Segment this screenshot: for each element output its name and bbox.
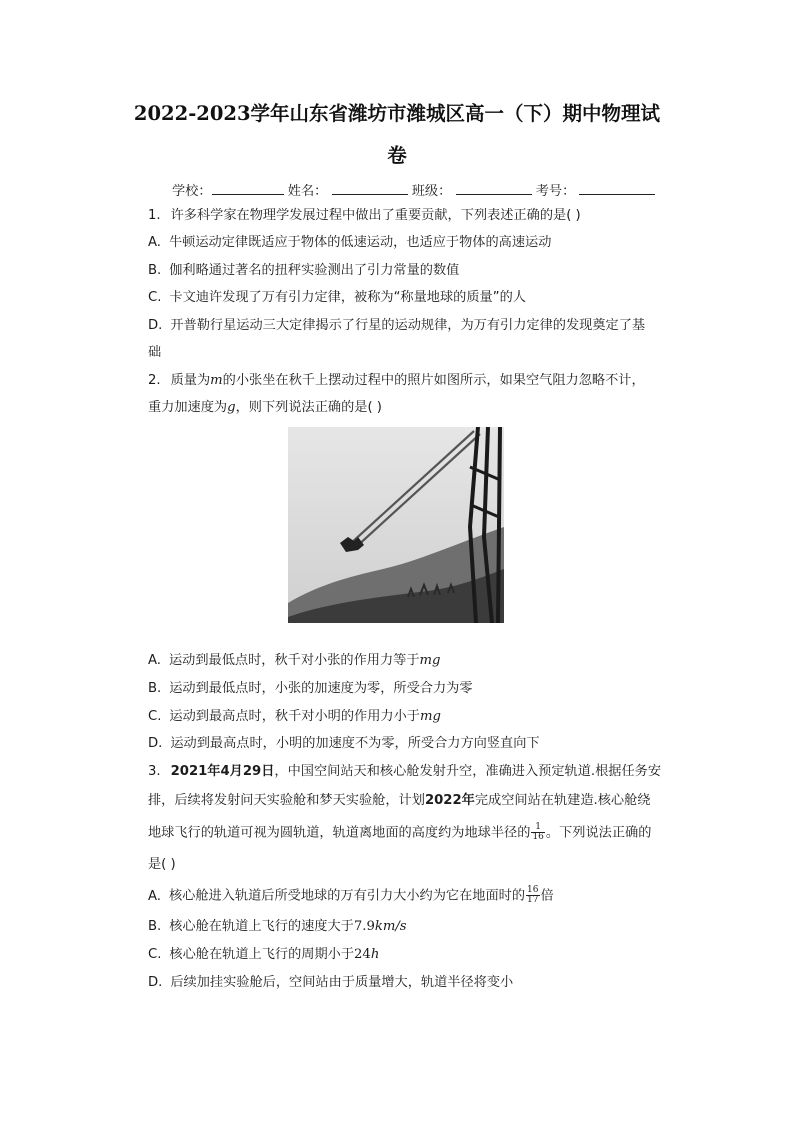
q3-option-d: D. 后续加挂实验舱后，空间站由于质量增大，轨道半径将变小 <box>148 975 514 990</box>
q2-stem: 2. 质量为m的小张坐在秋千上摆动过程中的照片如图所示，如果空气阻力忽略不计， <box>148 373 645 388</box>
fraction-16-17: $\frac{16}{17}$ <box>527 885 539 905</box>
q2-option-a: A. 运动到最低点时，秋千对小张的作用力等于mg <box>148 653 441 668</box>
fraction-1-16: $\frac{1}{16}$ <box>532 822 544 842</box>
q3-stem-line1: 3. 2021年4月29日，中国空间站天和核心舱发射升空，准确进入预定轨道.根据任务安 <box>148 764 662 779</box>
q2-number: 2. <box>148 373 161 388</box>
q2-option-c: C. 运动到最高点时，秋千对小明的作用力小于mg <box>148 709 441 724</box>
exam-number-label: 考号： <box>535 184 576 199</box>
q3-option-a: A. 核心舱进入轨道后所受地球的万有引力大小约为它在地面时的 $\frac{16}{17}$ 倍 <box>148 885 554 905</box>
q3-option-c: C. 核心舱在轨道上飞行的周期小于24h <box>148 947 380 962</box>
school-blank <box>212 182 284 195</box>
name-blank <box>332 182 408 195</box>
q1-option-d: D. 开普勒行星运动三大定律揭示了行星的运动规律，为万有引力定律的发现奠定了基 <box>148 318 646 333</box>
q1-number: 1. <box>148 208 161 223</box>
q3-option-b: B. 核心舱在轨道上飞行的速度大于7.9km/s <box>148 919 407 934</box>
q1-option-d-continued: 础 <box>148 345 162 360</box>
class-label: 班级： <box>411 184 452 199</box>
q2-option-d: D. 运动到最高点时，小明的加速度不为零，所受合力方向竖直向下 <box>148 736 540 751</box>
q2-stem-continued: 重力加速度为g，则下列说法正确的是( ) <box>148 400 382 415</box>
q3-stem-line4: 是( ) <box>148 857 176 872</box>
q3-stem-line2: 排，后续将发射问天实验舱和梦天实验舱，计划2022年完成空间站在轨建造.核心舱绕 <box>148 793 651 808</box>
exam-title-continued: 卷 <box>387 144 407 167</box>
q2-option-b: B. 运动到最低点时，小张的加速度为零，所受合力为零 <box>148 681 473 696</box>
name-label: 姓名： <box>287 184 328 199</box>
q3-number: 3. <box>148 764 161 779</box>
class-blank <box>456 182 532 195</box>
q1-option-c: C. 卡文迪许发现了万有引力定律，被称为“称量地球的质量”的人 <box>148 290 526 305</box>
student-info-row <box>172 180 655 199</box>
q1-option-a: A. 牛顿运动定律既适应于物体的低速运动，也适应于物体的高速运动 <box>148 235 552 250</box>
q3-stem-line3: 地球飞行的轨道可视为圆轨道，轨道离地面的高度约为地球半径的 $\frac{1}{16}$ 。下列说法正确的 <box>148 822 652 842</box>
swing-photo <box>288 427 504 623</box>
q1-stem: 1. 许多科学家在物理学发展过程中做出了重要贡献，下列表述正确的是( ) <box>148 208 581 223</box>
exam-number-blank <box>579 182 655 195</box>
school-label: 学校： <box>172 184 212 199</box>
q1-option-b: B. 伽利略通过著名的扭秤实验测出了引力常量的数值 <box>148 263 460 278</box>
exam-title: 2022-2023学年山东省潍坊市潍城区高一（下）期中物理试 <box>133 102 661 125</box>
